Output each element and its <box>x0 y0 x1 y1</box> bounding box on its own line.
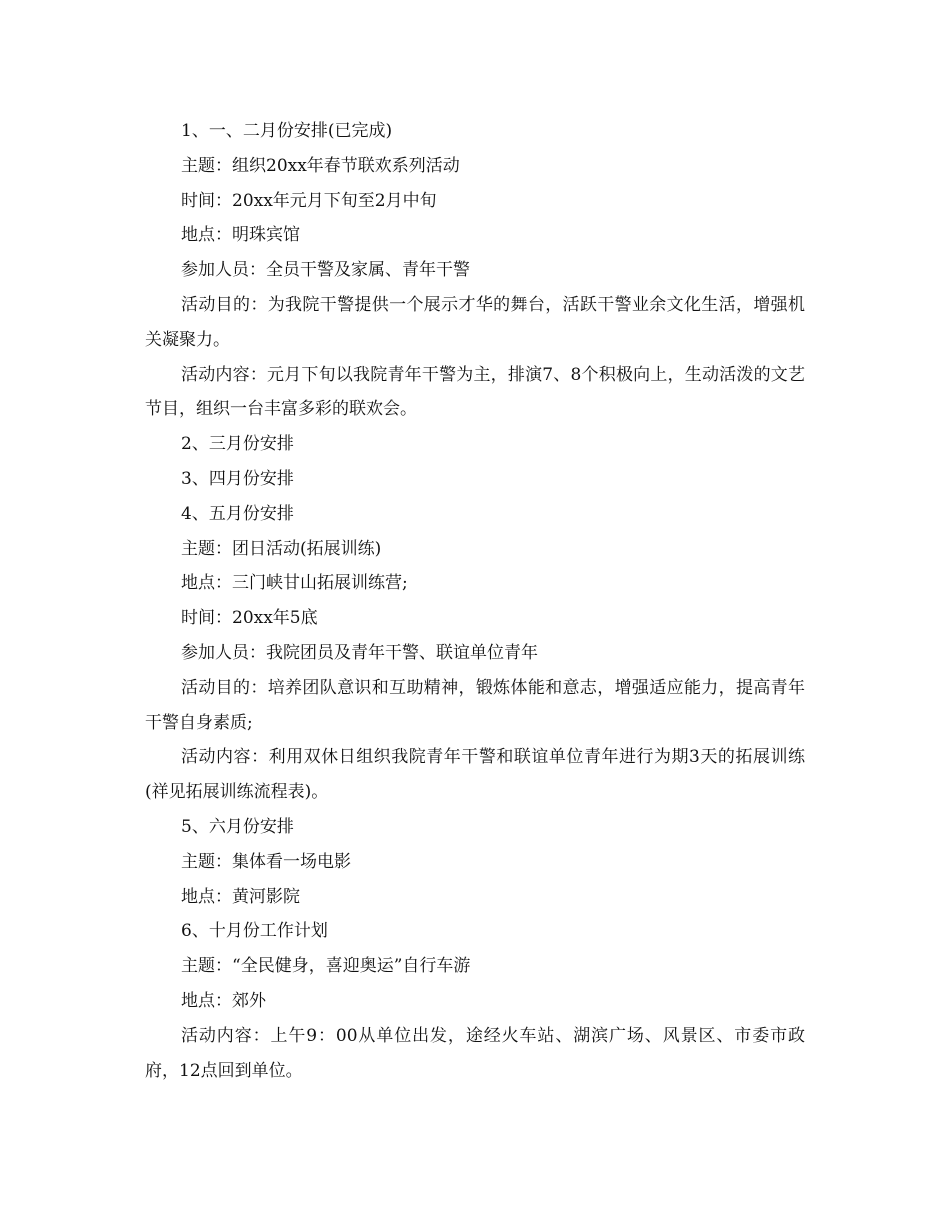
paragraph: 3、四月份安排 <box>181 468 294 489</box>
paragraph: 活动目的：培养团队意识和互助精神，锻炼体能和意志，增强适应能力，提高青年干警自身素质; <box>145 677 805 733</box>
paragraph: 2、三月份安排 <box>181 434 294 455</box>
paragraph: 参加人员：我院团员及青年干警、联谊单位青年 <box>181 642 538 663</box>
paragraph: 地点：三门峡甘山拓展训练营; <box>181 573 408 594</box>
paragraph: 地点：明珠宾馆 <box>181 225 300 246</box>
paragraph: 参加人员：全员干警及家属、青年干警 <box>181 260 470 281</box>
paragraph: 主题：“全民健身，喜迎奥运”自行车游 <box>181 956 471 977</box>
paragraph: 时间：20xx年元月下旬至2月中旬 <box>181 190 437 211</box>
paragraph: 活动内容：上午9：00从单位出发，途经火车站、湖滨广场、风景区、市委市政府，12点回到单位。 <box>145 1025 805 1081</box>
paragraph: 时间：20xx年5底 <box>181 608 318 629</box>
paragraph: 主题：集体看一场电影 <box>181 851 351 872</box>
document-body <box>145 114 805 1088</box>
paragraph: 5、六月份安排 <box>181 816 294 837</box>
paragraph: 主题：团日活动(拓展训练) <box>181 538 382 559</box>
paragraph: 4、五月份安排 <box>181 503 294 524</box>
paragraph: 地点：黄河影院 <box>181 886 300 907</box>
paragraph: 主题：组织20xx年春节联欢系列活动 <box>181 155 460 176</box>
paragraph: 地点：郊外 <box>181 990 266 1011</box>
paragraph: 1、一、二月份安排(已完成) <box>181 121 393 141</box>
paragraph: 活动内容：元月下旬以我院青年干警为主，排演7、8个积极向上，生动活泼的文艺节目，组织一台丰富多彩的联欢会。 <box>145 364 805 420</box>
paragraph: 活动目的：为我院干警提供一个展示才华的舞台，活跃干警业余文化生活，增强机关凝聚力。 <box>145 294 805 350</box>
paragraph: 6、十月份工作计划 <box>181 921 328 942</box>
paragraph: 活动内容：利用双休日组织我院青年干警和联谊单位青年进行为期3天的拓展训练(祥见拓展训练流程表)。 <box>145 747 805 803</box>
